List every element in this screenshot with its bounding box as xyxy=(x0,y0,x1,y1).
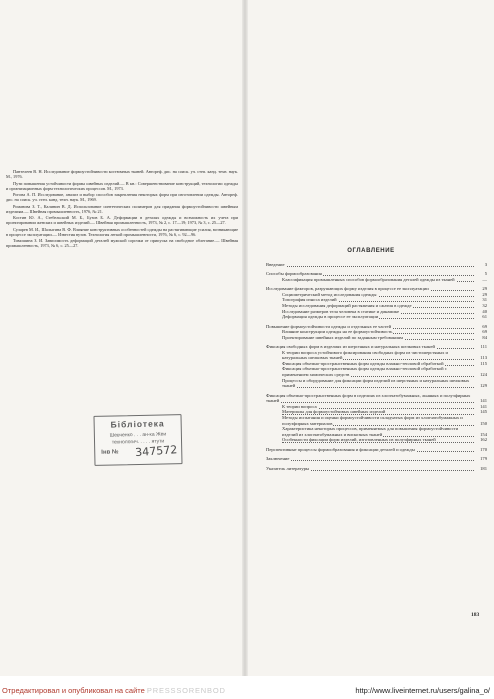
bibliography-entry: Пантелеев В. Н. Исследование формоустойчивости костюмных тканей. Автореф. дис. на соиск. уч. степ. канд. техн. наук. М., 1976. xyxy=(6,169,238,180)
footer-link[interactable]: http://www.liveinternet.ru/users/galina_o/ xyxy=(355,686,490,695)
toc-entry-page: 40 xyxy=(482,308,487,314)
toc-entry xyxy=(266,378,487,389)
toc-entry-page: 124 xyxy=(480,372,487,378)
bibliography-entry: Романова З. Т., Калинин В. Д. Использование синтетических полимеров для придания формоустойчивости швейным изделиям.— Швейная промышленность, 1976, № 21. xyxy=(6,203,238,214)
footer-watermark: PRESSSORENBOD xyxy=(146,686,226,695)
toc-entry xyxy=(266,437,487,443)
toc-entry-page: 5 xyxy=(484,271,487,277)
stamp-line-3: технологич. . . . . ятути xyxy=(111,438,165,446)
stamp-line-1: Бібліотека xyxy=(110,418,165,430)
toc-leader-dots xyxy=(266,266,474,267)
toc-entry-title: Социометрический метод исследования одежды xyxy=(282,291,377,297)
stamp-inventory-number: 347572 xyxy=(134,443,178,460)
bibliography-list xyxy=(6,169,238,250)
toc-entry-title: Способы формообразования xyxy=(266,271,322,277)
toc-leader-dots xyxy=(266,460,474,461)
toc-entry-page: 150 xyxy=(480,420,487,426)
toc-entry-page: 113 xyxy=(480,355,487,361)
toc-entry xyxy=(266,426,487,437)
toc-entry-title: Влияние конструкции одежды на ее формоустойчивость xyxy=(282,329,393,335)
toc-entry xyxy=(266,335,487,341)
toc-entry-page: — xyxy=(482,276,487,282)
toc-entry xyxy=(266,415,487,426)
toc-entry-page: 141 xyxy=(480,398,487,404)
toc-entry xyxy=(266,393,487,404)
toc-leader-dots xyxy=(282,387,474,388)
toc-entry-title: Процессы и оборудование для фиксации форм изделий из шерстяных и натуральных шелковых тканей xyxy=(282,377,470,389)
toc-entry-page: 61 xyxy=(482,314,487,320)
left-page xyxy=(0,0,242,676)
toc-entry-title: Особенности фиксации форм изделий, изготовленных из полуэфирных тканей xyxy=(282,437,436,443)
toc-entry-title: Методы исследования деформаций растяжения и сжатия в одежде xyxy=(282,302,412,308)
stamp-line-4: Інв № xyxy=(101,449,119,456)
toc-entry-title: Перспективные процессы формообразования и фиксации деталей и одежды xyxy=(266,446,415,452)
toc-entry-page: 181 xyxy=(480,465,487,471)
toc-entry-title: Деформация одежды в процессе ее эксплуатации xyxy=(282,314,379,320)
toc-entry-page: 141 xyxy=(480,403,487,409)
toc-entry xyxy=(266,456,487,462)
toc-entry xyxy=(266,366,487,377)
toc-entry-page: 179 xyxy=(480,456,487,462)
toc-entry xyxy=(266,314,487,320)
toc-title: ОГЛАВЛЕНИЕ xyxy=(347,248,395,254)
bibliography-entry: Костин Ю. А., Стебельский М. Б., Бузов Б. А. Деформации в деталях одежды и возможность их учета при проектировании женских и швейных изделий.— Швейная промышленность, 1973, № 2, с. 17—19; 1973, № 3, с. 25—27. xyxy=(6,215,238,226)
toc-entry-title: Классификация промышленных способов формообразования деталей одежды из тканей xyxy=(282,276,455,282)
bibliography-entry: Тимошина З. И. Зависимость деформаций деталей мужской сорочки от припуска на свободное облегание.— Швейная промышленность, 1973, № 6, с. 25—27. xyxy=(6,238,238,249)
toc-entry xyxy=(266,277,487,283)
toc-entry xyxy=(266,350,487,361)
toc-entry-title: Характеристика некоторых процессов, применяемых для повышения формоустойчивости изделий из хлопчатобумажных и вискозных тканей xyxy=(282,426,459,437)
toc-entry-page: 162 xyxy=(480,437,487,443)
bibliography-entry: Рогова А. П. Исследование, анализ и выбор способов закрепления некоторых форм при изготовлении одежды. Автореф. дис. на соиск. уч. степ. канд. техн. наук. М., 1969. xyxy=(6,192,238,203)
footer-credit xyxy=(2,686,226,695)
toc-entry xyxy=(266,466,487,472)
toc-entry-page: 29 xyxy=(482,291,487,297)
toc-entry-page: 69 xyxy=(482,329,487,335)
toc-entry-title: Проектирование швейных изделий по заданным требованиям xyxy=(282,334,403,340)
stamp-line-2: Шевченко . . . ан-ка Жеи xyxy=(109,431,167,439)
toc-entry-page: 31 xyxy=(482,297,487,303)
toc-entry-title: Фиксация свободных форм в изделиях из шерстяных и натуральных шелковых тканей xyxy=(266,344,435,350)
toc-entry-page: 115 xyxy=(480,360,487,366)
toc-entry-title: Фиксация объемно-пространственных форм одежды влажно-тепловой обработкой xyxy=(282,360,444,366)
table-of-contents xyxy=(266,258,487,471)
toc-entry-title: Фиксация объемно-пространственных форм одежды влажно-тепловой обработкой с применением химических средств xyxy=(282,366,447,378)
toc-entry-page: 145 xyxy=(480,409,487,415)
library-stamp xyxy=(93,414,182,466)
toc-entry-title: Заключение xyxy=(266,456,290,462)
toc-entry-title: Топография износа изделий xyxy=(282,297,337,303)
toc-entry-title: Исследование факторов, разрушающих форму изделия в процессе ее эксплуатации xyxy=(266,286,429,292)
footer-credit-text: Отредактировал и опубликовал на сайте xyxy=(2,686,145,695)
toc-entry-title: Материалы для формоустойчивых швейных изделий xyxy=(282,409,386,415)
toc-entry-page: 170 xyxy=(480,446,487,452)
footer-bar xyxy=(0,676,494,699)
toc-entry-title: Фиксация объемно-пространственных форм в изделиях из хлопчатобумажных, льняных и полуэфирных тканей xyxy=(266,392,471,404)
toc-entry-title: Указатель литературы xyxy=(266,465,310,471)
toc-entry xyxy=(266,262,487,268)
toc-entry-title: Исследование размеров тела человека в статике и динамике xyxy=(282,308,400,314)
toc-entry-page: 69 xyxy=(482,323,487,329)
page-number: 183 xyxy=(471,612,480,618)
toc-entry-title: Методы испытания и оценки формоустойчивости складчатых форм из хлопчатобумажных и полуэфирных материалов xyxy=(282,415,463,426)
toc-entry-title: К теории вопроса xyxy=(282,403,317,409)
bibliography-entry: Пути повышения устойчивости формы швейных изделий.— В кн.: Совершенствование конструкций, технологии одежды и организационных форм технологических процессов. М., 1973. xyxy=(6,180,238,191)
toc-entry-page: 111 xyxy=(480,344,487,350)
bibliography-entry: Суларев М. И., Шалыгина В. Ф. Влияние конструктивных особенностей одежды на растягивающие усилия, возникающие в процессе эксплуатации.— Известия вузов. Технология легкой промышленности, 1976, № 6, с. 92—96. xyxy=(6,226,238,237)
toc-entry-page: 3 xyxy=(484,261,487,267)
toc-entry-page: 29 xyxy=(482,286,487,292)
toc-entry-title: К теории вопроса устойчивого фиксирования свободных форм из чистошерстяных и натуральных шелковых тканей xyxy=(282,349,448,361)
toc-entry-page: 129 xyxy=(480,383,487,389)
toc-entry-page: 32 xyxy=(482,302,487,308)
toc-entry-page: 84 xyxy=(482,334,487,340)
toc-entry xyxy=(266,447,487,453)
toc-entry-title: Повышение формоустойчивости одежды и отдельных ее частей xyxy=(266,323,392,329)
toc-entry-title: Введение xyxy=(266,261,285,267)
toc-entry-page: 154 xyxy=(480,431,487,437)
